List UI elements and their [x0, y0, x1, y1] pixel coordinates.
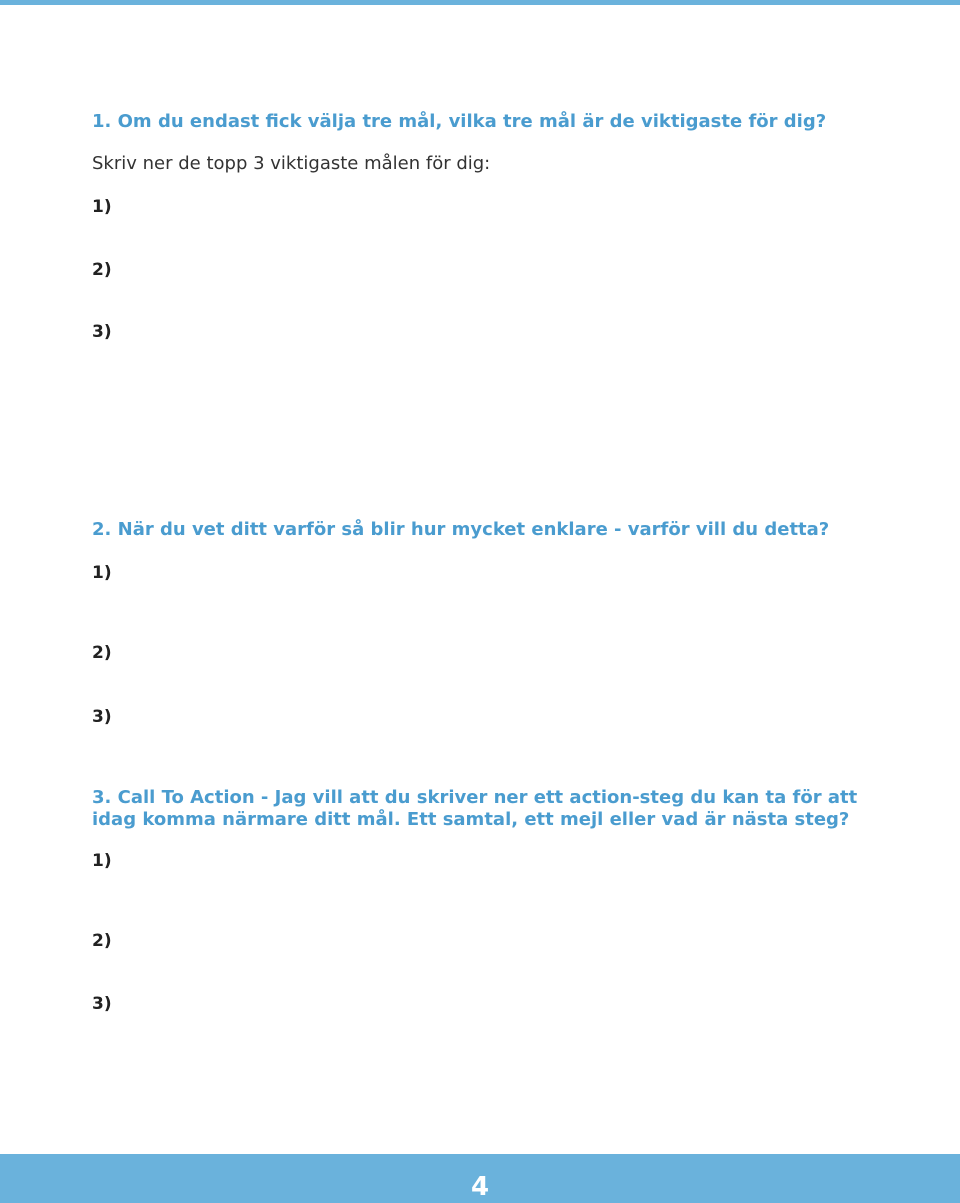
answer-2-2-label: 2) — [92, 643, 112, 663]
question-1-instruction: Skriv ner de topp 3 viktigaste målen för dig: — [92, 153, 491, 174]
question-3-heading: 3. Call To Action - Jag vill att du skriver ner ett action-steg du kan ta för att idag komma närmare ditt mål. Ett samtal, ett mejl eller vad är nästa steg? — [92, 787, 858, 830]
answer-3-3-label: 3) — [92, 994, 112, 1014]
answer-1-2-label: 2) — [92, 260, 112, 280]
answer-1-3-label: 3) — [92, 322, 112, 342]
answer-1-1-label: 1) — [92, 197, 112, 217]
answer-2-3-label: 3) — [92, 707, 112, 727]
answer-3-1-label: 1) — [92, 851, 112, 871]
page-number: 4 — [470, 1172, 490, 1202]
question-1-heading: 1. Om du endast fick välja tre mål, vilka tre mål är de viktigaste för dig? — [92, 111, 827, 132]
top-accent-bar — [0, 0, 960, 5]
question-2-heading: 2. När du vet ditt varför så blir hur mycket enklare - varför vill du detta? — [92, 519, 830, 540]
answer-2-1-label: 1) — [92, 563, 112, 583]
answer-3-2-label: 2) — [92, 931, 112, 951]
